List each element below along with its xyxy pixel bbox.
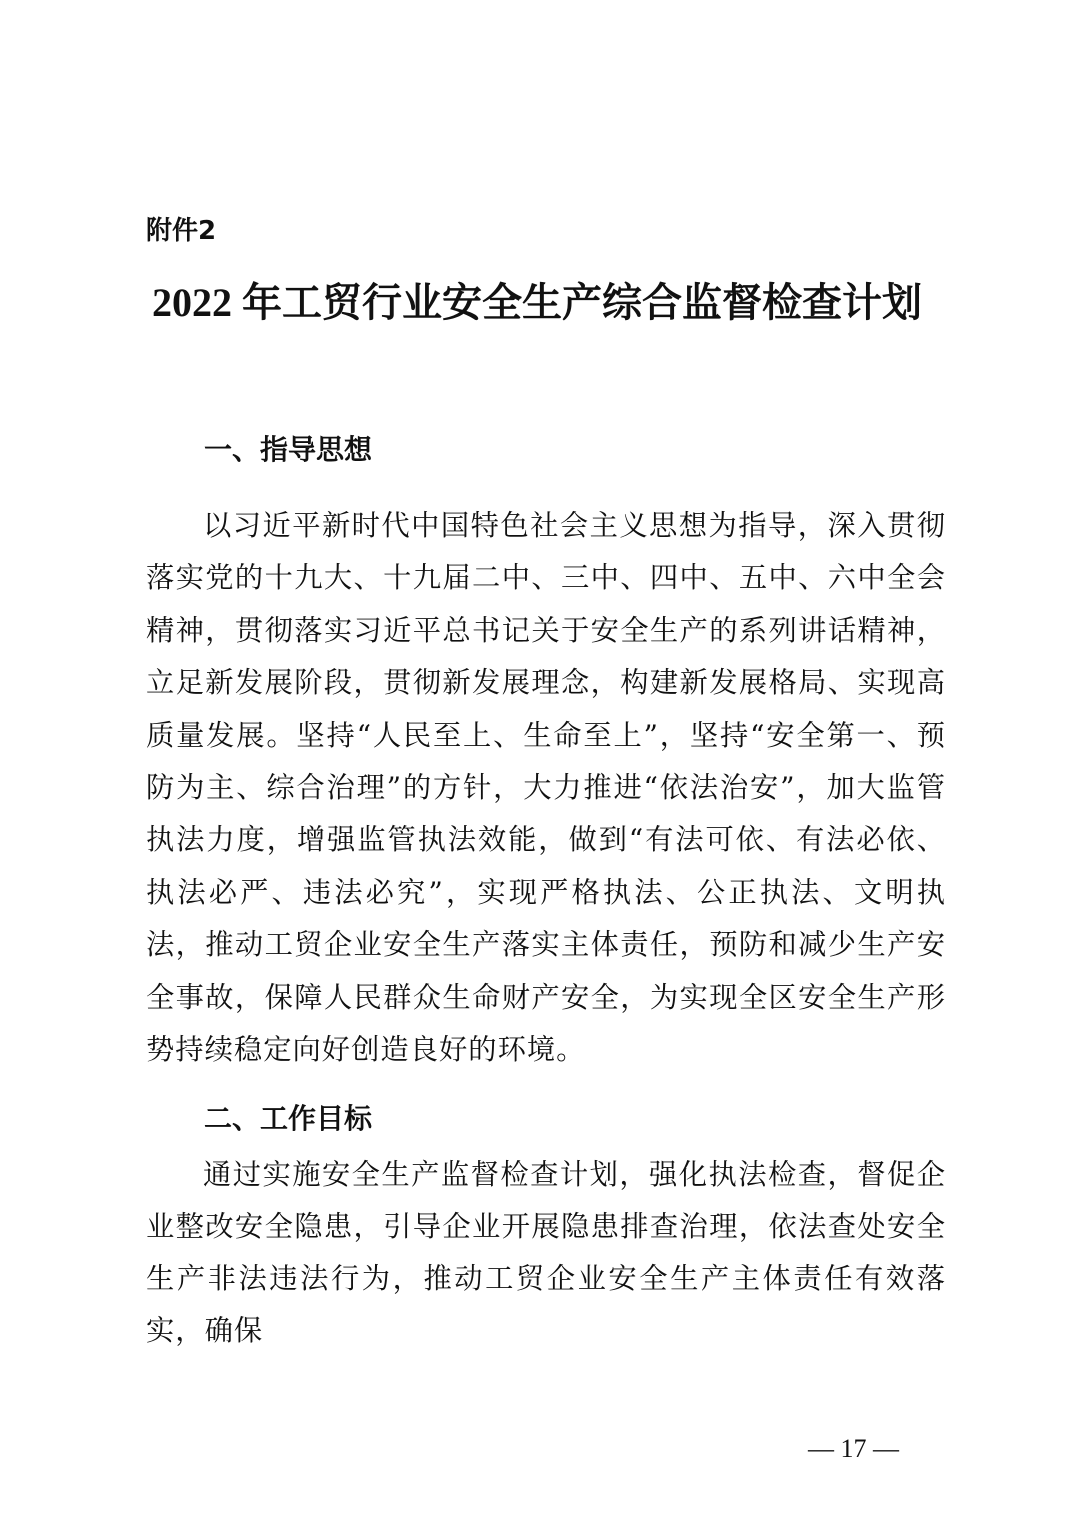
section-heading-work-goals: 二、工作目标: [204, 1102, 373, 1135]
page-number-text: — 17 —: [808, 1434, 899, 1463]
document-title: 2022 年工贸行业安全生产综合监督检查计划: [152, 280, 922, 325]
section-paragraph-guiding-ideology: 以习近平新时代中国特色社会主义思想为指导，深入贯彻落实党的十九大、十九届二中、三中、四中、五中、六中全会精神，贯彻落实习近平总书记关于安全生产的系列讲话精神，立足新发展阶段，贯彻新发展理念，构建新发展格局、实现高质量发展。坚持“人民至上、生命至上”，坚持“安全第一、预防为主、综合治理”的方针，大力推进“依法治安”，加大监管执法力度，增强监管执法效能，做到“有法可依、有法必依、执法必严、违法必究”，实现严格执法、公正执法、文明执法，推动工贸企业安全生产落实主体责任，预防和减少生产安全事故，保障人民群众生命财产安全，为实现全区安全生产形势持续稳定向好创造良好的环境。: [146, 509, 946, 1067]
section-heading-guiding-ideology: 一、指导思想: [204, 433, 373, 466]
section-paragraph-work-goals: 通过实施安全生产监督检查计划，强化执法检查，督促企业整改安全隐患，引导企业开展隐患排查治理，依法查处安全生产非法违法行为，推动工贸企业安全生产主体责任有效落实，确保: [146, 1158, 946, 1347]
attachment-label: 附件2: [146, 216, 217, 246]
